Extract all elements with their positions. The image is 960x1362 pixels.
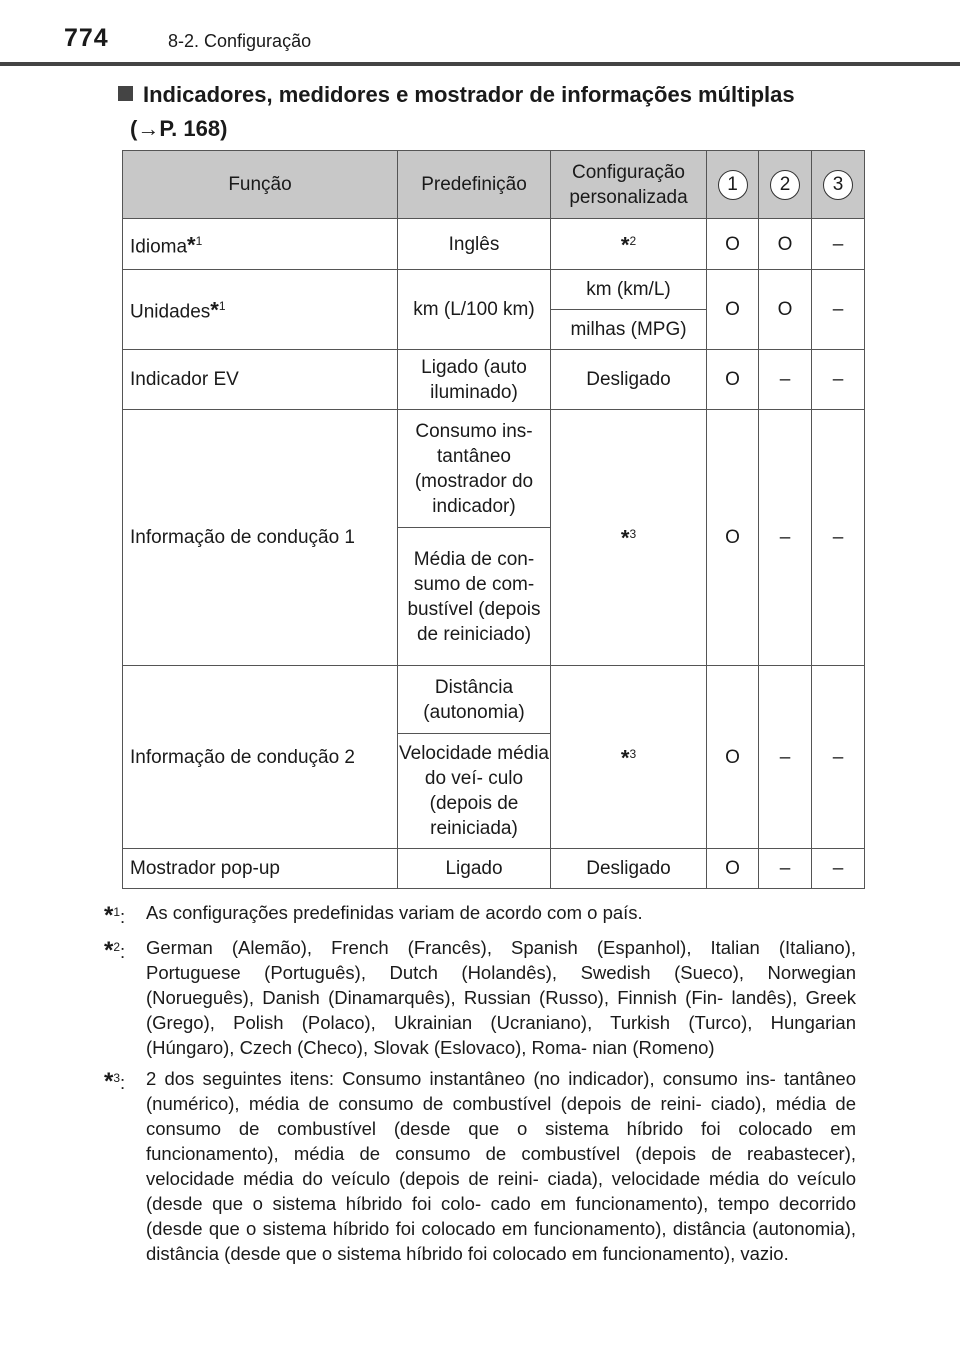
footnote-1 — [104, 900, 856, 929]
circled-number-2-icon: 2 — [770, 170, 800, 200]
cell-predefinicao-a: Consumo ins- tantâneo (mostrador do indicador) — [398, 410, 551, 528]
asterisk-icon: * — [620, 232, 630, 258]
header-column-3 — [812, 151, 865, 219]
asterisk-icon: * — [104, 902, 114, 930]
cell-funcao: Informação de condução 2 — [123, 666, 398, 849]
cell-column-1: O — [707, 849, 759, 889]
page-header — [0, 0, 960, 66]
cell-funcao: Indicador EV — [123, 350, 398, 410]
table-header-row — [123, 151, 865, 219]
footnote-3 — [104, 1066, 856, 1266]
header-predefinicao: Predefinição — [398, 151, 551, 219]
asterisk-icon: * — [187, 232, 196, 258]
cell-column-2: – — [759, 849, 812, 889]
footnote-text: German (Alemão), French (Francês), Spanish (Espanhol), Italian (Italiano), Portuguese (Português), Dutch (Holandês), Swedish (Sueco), Norwegian (Norueguês), Danish (Dinamarquês), Russian (Russo), Finnish (Fin- landês), Greek (Grego), Polish (Polaco), Ukrainian (Ucraniano), Turkish (Turco), Hungarian (Húngaro), Czech (Checo), Slovak (Eslovaco), Roma- nian (Romeno) — [146, 937, 856, 1059]
cell-column-3: – — [812, 219, 865, 270]
table-row-idioma — [123, 219, 865, 270]
cell-column-2: – — [759, 666, 812, 849]
header-configuracao: Configuração personalizada — [551, 151, 707, 219]
heading-line-1: Indicadores, medidores e mostrador de informações múltiplas — [143, 82, 795, 107]
asterisk-icon: * — [104, 937, 114, 965]
header-column-1 — [707, 151, 759, 219]
header-funcao: Função — [123, 151, 398, 219]
square-bullet-icon — [118, 86, 133, 101]
footnote-text: As configurações predefinidas variam de acordo com o país. — [146, 902, 643, 923]
asterisk-icon: * — [104, 1068, 114, 1096]
cell-column-3: – — [812, 410, 865, 666]
cell-column-2: O — [759, 270, 812, 350]
footnote-marker: *$^3$: — [104, 1068, 126, 1096]
cell-configuracao — [551, 666, 707, 849]
circled-number-1-icon: 1 — [718, 170, 748, 200]
table-row-mostrador-popup — [123, 849, 865, 889]
footnote-number: 1 — [113, 905, 121, 919]
header-rule — [0, 62, 960, 66]
asterisk-icon: * — [210, 297, 219, 323]
footnotes — [104, 900, 856, 1272]
cell-column-1: O — [707, 350, 759, 410]
section-title: 8-2. Configuração — [168, 31, 312, 51]
cell-column-3: – — [812, 849, 865, 889]
footnote-ref: 2 — [629, 233, 637, 248]
cell-predefinicao: Inglês — [398, 219, 551, 270]
footnote-ref: 3 — [629, 527, 637, 542]
cell-configuracao — [551, 219, 707, 270]
footnote-number: 2 — [113, 940, 121, 955]
footnote-2 — [104, 935, 856, 1060]
cell-predefinicao-b: Velocidade média do veí- culo (depois de reiniciada) — [398, 734, 551, 849]
cell-funcao-text: Idioma — [130, 236, 188, 258]
footnote-marker: *$^2$: — [104, 937, 126, 965]
asterisk-icon: * — [620, 525, 630, 551]
cell-predefinicao-b: Média de con- sumo de com- bustível (depois de reiniciado) — [398, 528, 551, 666]
footnote-ref: 1 — [218, 299, 226, 314]
settings-table — [122, 150, 865, 889]
table-row-info-conducao-1 — [123, 410, 865, 528]
page-number: 774 — [64, 24, 109, 52]
cell-predefinicao-a: Distância (autonomia) — [398, 666, 551, 734]
table-row-unidades — [123, 270, 865, 310]
asterisk-icon: * — [620, 745, 630, 771]
cell-configuracao: Desligado — [551, 350, 707, 410]
cell-funcao-text: Unidades — [130, 301, 211, 323]
cell-funcao: Informação de condução 1 — [123, 410, 398, 666]
footnote-ref: 1 — [195, 233, 203, 248]
table-row-info-conducao-2 — [123, 666, 865, 734]
footnote-marker: *$^1$: — [104, 902, 126, 930]
cell-column-2: – — [759, 350, 812, 410]
cell-configuracao-b: milhas (MPG) — [551, 310, 707, 350]
cell-predefinicao: Ligado — [398, 849, 551, 889]
cell-configuracao: Desligado — [551, 849, 707, 889]
cell-column-2: O — [759, 219, 812, 270]
cell-funcao — [123, 270, 398, 350]
cell-column-3: – — [812, 666, 865, 849]
cell-column-1: O — [707, 219, 759, 270]
cell-column-1: O — [707, 270, 759, 350]
cell-funcao — [123, 219, 398, 270]
cell-funcao: Mostrador pop-up — [123, 849, 398, 889]
table-row-indicador-ev — [123, 350, 865, 410]
cell-predefinicao: Ligado (auto iluminado) — [398, 350, 551, 410]
header-column-2 — [759, 151, 812, 219]
cell-column-2: – — [759, 410, 812, 666]
cell-column-1: O — [707, 410, 759, 666]
section-heading — [118, 78, 868, 146]
cell-column-3: – — [812, 350, 865, 410]
cell-column-1: O — [707, 666, 759, 849]
footnote-number: 3 — [113, 1071, 121, 1086]
cell-configuracao — [551, 410, 707, 666]
footnote-text: 2 dos seguintes itens: Consumo instantâneo (no indicador), consumo ins- tantâneo (numérico), média de consumo de combustível (depois de reini- ciado), média de consumo de combustível (desde que o sistema híbrido foi colocado em funcionamento), média de consumo de combustível (depois de reabastecer), velocidade média do veículo (depois de reini- ciada), velocidade média do veículo (desde que o sistema híbrido foi colo- cado em funcionamento), tempo decorrido (desde que o sistema híbrido foi colocado em funcionamento), distância (autonomia), distância (desde que o sistema híbrido foi colocado em funcionamento), vazio. — [146, 1068, 856, 1265]
heading-line-2: (→P. 168) — [130, 116, 228, 141]
cell-column-3: – — [812, 270, 865, 350]
cell-predefinicao: km (L/100 km) — [398, 270, 551, 350]
circled-number-3-icon: 3 — [823, 170, 853, 200]
footnote-ref: 3 — [629, 746, 637, 761]
cell-configuracao-a: km (km/L) — [551, 270, 707, 310]
